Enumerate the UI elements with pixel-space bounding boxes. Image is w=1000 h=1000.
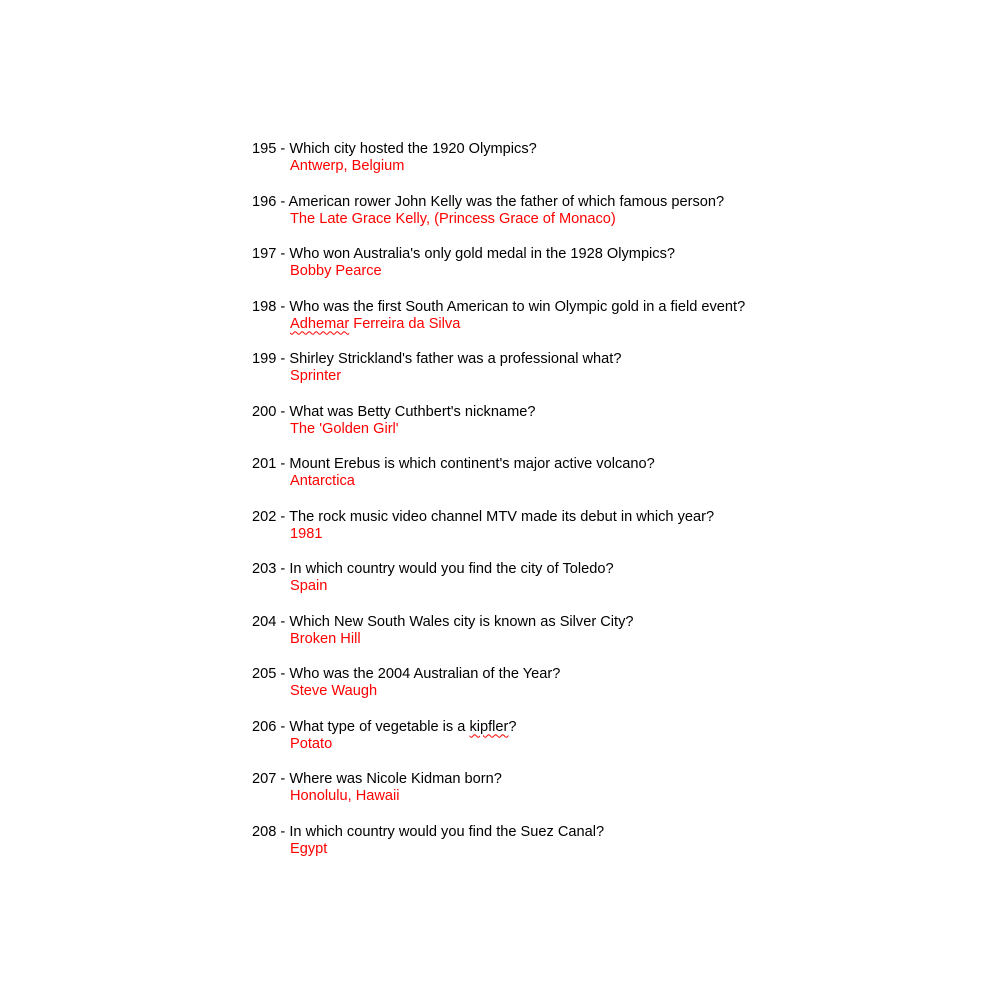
answer-text: Antwerp, Belgium: [290, 158, 405, 174]
question-body-start: What type of vegetable is a: [289, 718, 470, 735]
question-text: [252, 719, 972, 736]
question-body: In which country would you find the city of Toledo?: [289, 561, 614, 577]
question-number: 207: [252, 771, 277, 787]
number-separator: -: [276, 298, 290, 315]
number-separator: -: [276, 403, 290, 420]
qa-item-197: [252, 246, 972, 299]
question-number: 206: [252, 718, 277, 735]
number-separator: -: [276, 666, 290, 682]
qa-item-199: [252, 351, 972, 404]
question-number: 205: [252, 666, 277, 682]
answer-text: Bobby Pearce: [290, 263, 382, 279]
question-text: [252, 351, 972, 368]
number-separator: -: [276, 141, 290, 157]
question-text: [252, 509, 972, 526]
qa-item-204: [252, 614, 972, 667]
qa-item-195: [252, 141, 972, 194]
qa-item-205: [252, 666, 972, 719]
question-text: [252, 666, 972, 683]
number-separator: -: [276, 193, 289, 210]
question-body: Mount Erebus is which continent's major active volcano?: [289, 456, 655, 472]
qa-item-208: [252, 824, 972, 877]
answer-text: Antarctica: [290, 473, 355, 489]
quiz-page: [252, 141, 972, 876]
question-body: In which country would you find the Suez Canal?: [289, 823, 605, 840]
question-body: Shirley Strickland's father was a professional what?: [289, 351, 622, 367]
number-separator: -: [276, 456, 290, 472]
number-separator: -: [276, 823, 290, 840]
spellcheck-flagged-word[interactable]: kipfler: [469, 718, 509, 735]
answer-text: The Late Grace Kelly, (Princess Grace of Monaco): [290, 210, 616, 227]
answer-text: 1981: [290, 525, 323, 542]
number-separator: -: [276, 508, 290, 525]
question-body: What was Betty Cuthbert's nickname?: [289, 403, 536, 420]
question-text: [252, 141, 972, 158]
question-body: American rower John Kelly was the father of which famous person?: [288, 193, 725, 210]
question-text: [252, 614, 972, 631]
answer-text: Broken Hill: [290, 630, 361, 647]
question-body: Who was the 2004 Australian of the Year?: [289, 666, 561, 682]
qa-item-203: [252, 561, 972, 614]
question-body: The rock music video channel MTV made its debut in which year?: [289, 508, 715, 525]
answer-text: Potato: [290, 735, 333, 752]
question-body: Who was the first South American to win Olympic gold in a field event?: [289, 298, 746, 315]
qa-item-198: [252, 299, 972, 352]
answer-rest: Ferreira da Silva: [349, 315, 461, 332]
question-number: 195: [252, 141, 277, 157]
question-text: [252, 824, 972, 841]
question-text: [252, 561, 972, 578]
number-separator: -: [276, 246, 290, 262]
answer-text: Sprinter: [290, 368, 342, 384]
question-body: Who won Australia's only gold medal in the 1928 Olympics?: [289, 246, 676, 262]
answer-text: Egypt: [290, 840, 328, 857]
answer-text: [252, 316, 972, 333]
question-number: 203: [252, 561, 277, 577]
question-number: 196: [252, 193, 277, 210]
number-separator: -: [276, 351, 290, 367]
question-text: [252, 246, 972, 263]
qa-item-207: [252, 771, 972, 824]
question-text: [252, 299, 972, 316]
question-body: Which New South Wales city is known as Silver City?: [289, 613, 634, 630]
qa-item-201: [252, 456, 972, 509]
question-number: 200: [252, 403, 277, 420]
spellcheck-flagged-word[interactable]: Adhemar: [290, 315, 350, 332]
question-text: [252, 771, 972, 788]
question-text: [252, 194, 972, 211]
number-separator: -: [276, 718, 290, 735]
question-body: Where was Nicole Kidman born?: [289, 771, 502, 787]
answer-text: The 'Golden Girl': [290, 420, 399, 437]
qa-item-200: [252, 404, 972, 457]
answer-text: Steve Waugh: [290, 683, 378, 699]
number-separator: -: [276, 561, 290, 577]
question-number: 198: [252, 298, 277, 315]
question-number: 202: [252, 508, 277, 525]
question-text: [252, 456, 972, 473]
question-text: [252, 404, 972, 421]
question-number: 199: [252, 351, 277, 367]
number-separator: -: [276, 771, 290, 787]
qa-item-196: [252, 194, 972, 247]
answer-text: Honolulu, Hawaii: [290, 788, 400, 804]
number-separator: -: [276, 613, 290, 630]
question-body-end: ?: [508, 718, 517, 735]
question-number: 204: [252, 613, 277, 630]
question-body: Which city hosted the 1920 Olympics?: [289, 141, 537, 157]
answer-text: Spain: [290, 578, 328, 594]
question-number: 201: [252, 456, 277, 472]
question-number: 197: [252, 246, 277, 262]
qa-item-202: [252, 509, 972, 562]
question-number: 208: [252, 823, 277, 840]
qa-item-206: [252, 719, 972, 772]
